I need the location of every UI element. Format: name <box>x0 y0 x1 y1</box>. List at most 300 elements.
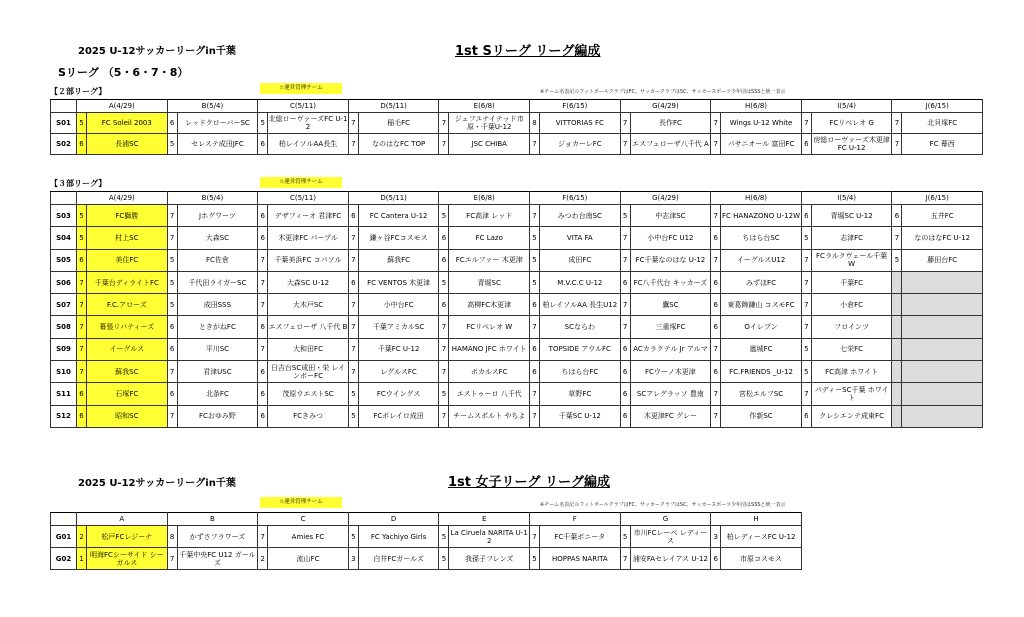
team-grade: 7 <box>711 249 721 271</box>
team-grade: 6 <box>801 405 811 427</box>
header-cell: H(6/8) <box>711 100 802 113</box>
team-grade: 6 <box>530 294 540 316</box>
team-name: 幕張リバティーズ <box>87 316 168 338</box>
team-grade: 7 <box>77 294 87 316</box>
team-name: 昭和SC <box>87 405 168 427</box>
team-grade: 7 <box>711 113 721 134</box>
team-name: 浦安FAセレイアス U-12 <box>630 548 711 570</box>
team-grade: 6 <box>439 249 449 271</box>
header-row <box>51 100 983 113</box>
team-grade: 7 <box>439 338 449 360</box>
team-name: エスフェローザ 八千代 B <box>268 316 349 338</box>
team-grade: 5 <box>620 526 630 548</box>
team-name: Oイレブン <box>721 316 802 338</box>
team-name: 石塚FC <box>87 383 168 405</box>
team-grade: 5 <box>167 249 177 271</box>
team-grade: 7 <box>439 405 449 427</box>
team-name: ジョカーレFC <box>540 134 621 155</box>
team-name: 嵐城FC <box>721 338 802 360</box>
header-cell: A(4/29) <box>77 192 168 205</box>
team-grade: 6 <box>258 361 268 383</box>
row-id: S09 <box>51 338 77 360</box>
team-name: 稲毛FC <box>358 113 439 134</box>
team-grade: 6 <box>711 316 721 338</box>
header-cell: B(5/4) <box>167 100 258 113</box>
team-name: FCおゆみ野 <box>177 405 258 427</box>
team-grade: 7 <box>892 227 902 249</box>
team-name: FC獅勝 <box>87 205 168 227</box>
team-grade: 7 <box>348 316 358 338</box>
team-name: かずさフラワーズ <box>177 526 258 548</box>
header-cell: E(6/8) <box>439 100 530 113</box>
header-cell: D(5/11) <box>348 192 439 205</box>
team-grade: 7 <box>439 361 449 383</box>
team-grade: 6 <box>77 405 87 427</box>
team-grade: 6 <box>801 134 811 155</box>
team-name: 千葉台ディライトFC <box>87 271 168 293</box>
team-grade: 7 <box>530 205 540 227</box>
header-cell: A(4/29) <box>77 100 168 113</box>
team-name: みつわ台南SC <box>540 205 621 227</box>
team-grade: 6 <box>77 383 87 405</box>
team-grade: 7 <box>167 405 177 427</box>
team-grade: 7 <box>711 383 721 405</box>
team-grade: 6 <box>711 548 721 570</box>
header-cell: C(5/11) <box>258 100 349 113</box>
team-grade: 5 <box>801 338 811 360</box>
team-name: 千葉FC U-12 <box>358 338 439 360</box>
team-name: SCならわ <box>540 316 621 338</box>
team-name: F.C.アローズ <box>87 294 168 316</box>
team-name: FC HANAZONO U-12W <box>721 205 802 227</box>
table-row <box>51 113 983 134</box>
team-name: 千代田ライガーSC <box>177 271 258 293</box>
team-grade: 5 <box>801 227 811 249</box>
team-grade: 6 <box>620 338 630 360</box>
team-grade: 7 <box>620 294 630 316</box>
team-grade: 2 <box>77 526 87 548</box>
team-name: 高柳FC木更津 <box>449 294 530 316</box>
header-cell: E <box>439 513 530 526</box>
team-name: チームスポルト やちよ <box>449 405 530 427</box>
header-cell-blank <box>51 192 77 205</box>
team-name <box>902 405 983 427</box>
team-name: FC Soleil 2003 <box>87 113 168 134</box>
team-name <box>902 383 983 405</box>
team-name: みずほFC <box>721 271 802 293</box>
team-name: TOPSIDE アウルFC <box>540 338 621 360</box>
team-name: 村上SC <box>87 227 168 249</box>
team-name: 東葛飾鎌山 コスモFC <box>721 294 802 316</box>
team-name: 木更津FC グレー <box>630 405 711 427</box>
team-name: 作新SC <box>721 405 802 427</box>
team-name: 我孫子フレンズ <box>449 548 530 570</box>
section-label-3bu: 【３部リーグ】 <box>50 179 107 188</box>
team-grade: 6 <box>620 383 630 405</box>
team-name: SCアレグラッソ 豊南 <box>630 383 711 405</box>
team-name: 青堀SC U-12 <box>811 205 892 227</box>
row-id: S02 <box>51 134 77 155</box>
team-name: FC佐倉 <box>177 249 258 271</box>
legend-management-team: ☆運営管理チーム <box>260 83 342 94</box>
legend-management-team-2: ☆運営管理チーム <box>260 177 342 188</box>
team-name: イーグルスU12 <box>721 249 802 271</box>
team-name: ボカルスFC <box>449 361 530 383</box>
team-grade: 7 <box>439 134 449 155</box>
team-grade: 7 <box>530 383 540 405</box>
team-grade: 6 <box>348 271 358 293</box>
team-grade <box>892 361 902 383</box>
team-grade: 5 <box>530 249 540 271</box>
table-row <box>51 548 802 570</box>
team-grade: 5 <box>892 249 902 271</box>
team-grade: 6 <box>77 249 87 271</box>
team-name: 蘇我FC <box>358 249 439 271</box>
header-cell: D(5/11) <box>348 100 439 113</box>
row-id: S08 <box>51 316 77 338</box>
header-cell: H(6/8) <box>711 192 802 205</box>
team-name: なのはなFC U-12 <box>902 227 983 249</box>
team-name: 市川FCレーベ レディース <box>630 526 711 548</box>
table-row <box>51 526 802 548</box>
table-row <box>51 405 983 427</box>
row-id: S07 <box>51 294 77 316</box>
team-grade: 7 <box>258 271 268 293</box>
team-name: FCきみつ <box>268 405 349 427</box>
team-name: M.V.C.C U-12 <box>540 271 621 293</box>
team-grade: 5 <box>439 271 449 293</box>
team-name: FC Lazo <box>449 227 530 249</box>
team-name: 柏レイソルAA長生 <box>268 134 349 155</box>
team-grade: 5 <box>530 271 540 293</box>
row-id: S12 <box>51 405 77 427</box>
header-cell: G(4/29) <box>620 100 711 113</box>
team-grade: 7 <box>167 548 177 570</box>
team-name: 北条FC <box>177 383 258 405</box>
team-name: パサニオール 富田FC <box>721 134 802 155</box>
team-grade: 6 <box>711 361 721 383</box>
team-grade: 7 <box>530 405 540 427</box>
team-grade: 6 <box>439 294 449 316</box>
row-id: S10 <box>51 361 77 383</box>
team-grade: 7 <box>801 294 811 316</box>
team-name: 鷹SC <box>630 294 711 316</box>
header-cell: J(6/15) <box>892 100 983 113</box>
team-grade: 7 <box>258 249 268 271</box>
team-name: FC高津 レッド <box>449 205 530 227</box>
team-name: 小中台FC U12 <box>630 227 711 249</box>
girls-league-table <box>50 512 802 570</box>
team-name: FC八千代台 キッカーズ <box>630 271 711 293</box>
team-name <box>902 271 983 293</box>
team-grade: 5 <box>801 361 811 383</box>
team-grade: 7 <box>801 113 811 134</box>
team-name: 藤田台FC <box>902 249 983 271</box>
team-grade: 7 <box>711 134 721 155</box>
team-grade: 7 <box>439 316 449 338</box>
team-grade: 6 <box>801 205 811 227</box>
team-name: La Ciruela NARITA U-12 <box>449 526 530 548</box>
team-name: 流山FC <box>268 548 349 570</box>
header-cell-blank <box>51 513 77 526</box>
team-name: 小中台FC <box>358 294 439 316</box>
team-grade: 7 <box>77 316 87 338</box>
bottom-left-title: 2025 U-12サッカーリーグin千葉 <box>78 478 236 489</box>
team-grade: 6 <box>711 294 721 316</box>
header-cell: I(5/4) <box>801 100 892 113</box>
team-grade: 7 <box>348 134 358 155</box>
team-grade: 5 <box>439 205 449 227</box>
team-name: 千葉アミカルSC <box>358 316 439 338</box>
team-grade: 6 <box>348 205 358 227</box>
top-left-title: 2025 U-12サッカーリーグin千葉 <box>78 46 236 57</box>
team-name: JSC CHIBA <box>449 134 530 155</box>
team-grade <box>892 383 902 405</box>
team-name: クレシエンテ成東FC <box>811 405 892 427</box>
team-name: FC.FRIENDS _U-12 <box>721 361 802 383</box>
top-note: ※チーム名表記のフットボールクラブはFC、サッカークラブはSC、サッカースポーツ少年団はSSSと統一表示 <box>540 89 786 95</box>
team-name: ときがねFC <box>177 316 258 338</box>
team-name: 大木戸SC <box>268 294 349 316</box>
team-name: FC Yachiyo Girls <box>358 526 439 548</box>
table-row <box>51 383 983 405</box>
header-cell: G <box>620 513 711 526</box>
team-name: Amies FC <box>268 526 349 548</box>
team-name: FC千葉ボニータ <box>540 526 621 548</box>
team-name: ACカラクテル Jr アルマ <box>630 338 711 360</box>
team-grade: 5 <box>167 134 177 155</box>
team-grade: 7 <box>348 294 358 316</box>
team-grade: 7 <box>530 526 540 548</box>
team-name: セレステ成田JFC <box>177 134 258 155</box>
team-grade: 7 <box>348 227 358 249</box>
team-name: FCリベレオ W <box>449 316 530 338</box>
team-name: FC VENTOS 木更津 <box>358 271 439 293</box>
team-grade: 6 <box>258 134 268 155</box>
row-id: S01 <box>51 113 77 134</box>
s-league-subtitle: Sリーグ （5・6・7・8） <box>58 66 189 79</box>
table-row <box>51 338 983 360</box>
team-name: 市原コスモス <box>721 548 802 570</box>
table-row <box>51 316 983 338</box>
team-grade: 6 <box>620 405 630 427</box>
bottom-note: ※チーム名表記のフットボールクラブはFC、サッカークラブはSC、サッカースポーツ少年団はSSSと統一表示 <box>540 502 786 508</box>
team-grade: 7 <box>892 134 902 155</box>
team-grade: 7 <box>620 134 630 155</box>
team-name: イーグルス <box>87 338 168 360</box>
team-grade: 7 <box>77 271 87 293</box>
team-grade: 7 <box>620 113 630 134</box>
team-grade: 6 <box>530 338 540 360</box>
header-cell: H <box>711 513 802 526</box>
team-name <box>902 338 983 360</box>
team-name <box>902 361 983 383</box>
team-grade: 5 <box>167 271 177 293</box>
team-name: 大森SC U-12 <box>268 271 349 293</box>
header-cell: I(5/4) <box>801 192 892 205</box>
team-name: FCボレイロ成田 <box>358 405 439 427</box>
header-cell: C <box>258 513 349 526</box>
team-grade: 7 <box>77 361 87 383</box>
team-name: 北貝塚FC <box>902 113 983 134</box>
row-id: S04 <box>51 227 77 249</box>
team-grade: 7 <box>348 338 358 360</box>
team-name: ちはら台SC <box>721 227 802 249</box>
row-id: S03 <box>51 205 77 227</box>
team-name: 小倉FC <box>811 294 892 316</box>
table-row <box>51 205 983 227</box>
team-grade: 7 <box>258 294 268 316</box>
team-name: 成田FC <box>540 249 621 271</box>
team-name: FC高津 ホワイト <box>811 361 892 383</box>
team-name: エストゥーロ 八千代 <box>449 383 530 405</box>
team-name: 千葉FC <box>811 271 892 293</box>
team-grade: 6 <box>258 227 268 249</box>
team-grade: 5 <box>348 526 358 548</box>
team-grade: 7 <box>348 361 358 383</box>
team-grade: 7 <box>348 249 358 271</box>
team-name: 長浦SC <box>87 134 168 155</box>
header-row <box>51 192 983 205</box>
team-name: Jホグワーツ <box>177 205 258 227</box>
team-grade: 6 <box>530 361 540 383</box>
team-name: FC 幕西 <box>902 134 983 155</box>
team-name: 千葉SC U-12 <box>540 405 621 427</box>
team-name: 柏レディースFC U-12 <box>721 526 802 548</box>
team-name: 柏レイソルAA 長生U12 <box>540 294 621 316</box>
team-grade: 7 <box>530 134 540 155</box>
team-name: 千葉中央FC U12 ガールズ <box>177 548 258 570</box>
team-name: FC千葉なのはな U-12 <box>630 249 711 271</box>
team-name: なのはなFC TOP <box>358 134 439 155</box>
team-name: 鎌ヶ谷FCコスモス <box>358 227 439 249</box>
team-grade: 6 <box>167 338 177 360</box>
header-cell: E(6/8) <box>439 192 530 205</box>
team-grade: 5 <box>439 383 449 405</box>
team-grade: 5 <box>530 227 540 249</box>
team-grade: 7 <box>711 405 721 427</box>
section-label-2bu: 【２部リーグ】 <box>50 87 107 96</box>
team-grade <box>892 316 902 338</box>
team-grade: 3 <box>711 526 721 548</box>
team-grade <box>892 338 902 360</box>
header-cell: J(6/15) <box>892 192 983 205</box>
team-grade: 5 <box>77 227 87 249</box>
team-name: 三重塚FC <box>630 316 711 338</box>
team-grade: 5 <box>258 113 268 134</box>
team-grade: 6 <box>711 227 721 249</box>
team-name: 千葉美浜FC コパソル <box>268 249 349 271</box>
team-grade: 5 <box>439 526 449 548</box>
team-name: FCラルクヴェール千葉 W <box>811 249 892 271</box>
team-grade: 7 <box>620 316 630 338</box>
header-cell: F(6/15) <box>530 100 621 113</box>
team-name: 成田SSS <box>177 294 258 316</box>
team-grade: 6 <box>167 383 177 405</box>
team-grade <box>892 294 902 316</box>
team-grade: 5 <box>348 383 358 405</box>
table-row <box>51 134 983 155</box>
team-grade: 7 <box>167 205 177 227</box>
team-grade: 7 <box>801 383 811 405</box>
team-grade: 6 <box>620 271 630 293</box>
team-name: 北総ローヴァーズFC U-12 <box>268 113 349 134</box>
team-name: 白井FCガールズ <box>358 548 439 570</box>
team-grade: 7 <box>801 316 811 338</box>
team-name: エスフェローザ八千代 A <box>630 134 711 155</box>
team-name: フロインツ <box>811 316 892 338</box>
team-name: Wings U-12 White <box>721 113 802 134</box>
row-id: S11 <box>51 383 77 405</box>
team-grade: 5 <box>167 294 177 316</box>
team-grade: 7 <box>348 113 358 134</box>
team-grade: 2 <box>258 548 268 570</box>
team-grade: 7 <box>530 316 540 338</box>
header-cell: G(4/29) <box>620 192 711 205</box>
team-name: VITTORIAS FC <box>540 113 621 134</box>
team-grade: 7 <box>801 271 811 293</box>
team-name: デザフィーオ 君津FC <box>268 205 349 227</box>
team-grade: 6 <box>711 271 721 293</box>
table-row <box>51 294 983 316</box>
team-name: 蘇我SC <box>87 361 168 383</box>
team-name: HAMANO JFC ホワイト <box>449 338 530 360</box>
team-grade: 5 <box>77 205 87 227</box>
header-cell: F(6/15) <box>530 192 621 205</box>
league-table-3bu <box>50 191 983 428</box>
team-name: VITA FA <box>540 227 621 249</box>
team-name: FCウーノ木更津 <box>630 361 711 383</box>
team-grade: 6 <box>258 383 268 405</box>
team-name: 茂原ウエストSC <box>268 383 349 405</box>
team-name: 長作FC <box>630 113 711 134</box>
team-name: FCリベレオ G <box>811 113 892 134</box>
legend-management-team-3: ☆運営管理チーム <box>260 497 342 508</box>
team-grade: 7 <box>620 227 630 249</box>
team-grade: 6 <box>258 205 268 227</box>
team-grade: 7 <box>801 249 811 271</box>
header-cell: A <box>77 513 168 526</box>
team-grade: 3 <box>348 548 358 570</box>
team-name: 日吉台SC成田・栄 レインボーFC <box>268 361 349 383</box>
header-cell: B(5/4) <box>167 192 258 205</box>
team-name: 志津FC <box>811 227 892 249</box>
team-grade: 7 <box>77 338 87 360</box>
team-name: 草野FC <box>540 383 621 405</box>
team-name: ジェフユナイテッド市原・千葉U-12 <box>449 113 530 134</box>
team-name: FCウイングス <box>358 383 439 405</box>
row-id: S06 <box>51 271 77 293</box>
team-name: 中志津SC <box>630 205 711 227</box>
team-grade: 6 <box>892 205 902 227</box>
team-grade: 7 <box>711 338 721 360</box>
team-grade: 5 <box>620 205 630 227</box>
team-grade: 5 <box>348 405 358 427</box>
row-id: S05 <box>51 249 77 271</box>
league-table-2bu <box>50 99 983 155</box>
header-cell: D <box>348 513 439 526</box>
row-id: G02 <box>51 548 77 570</box>
team-grade: 7 <box>439 113 449 134</box>
table-row <box>51 271 983 293</box>
team-name: レグルスFC <box>358 361 439 383</box>
team-name: 宮松エルフSC <box>721 383 802 405</box>
team-name: 松戸FCレジーナ <box>87 526 168 548</box>
table-row <box>51 227 983 249</box>
team-name: 木更津FC パープル <box>268 227 349 249</box>
table-row <box>51 361 983 383</box>
team-grade: 6 <box>167 113 177 134</box>
